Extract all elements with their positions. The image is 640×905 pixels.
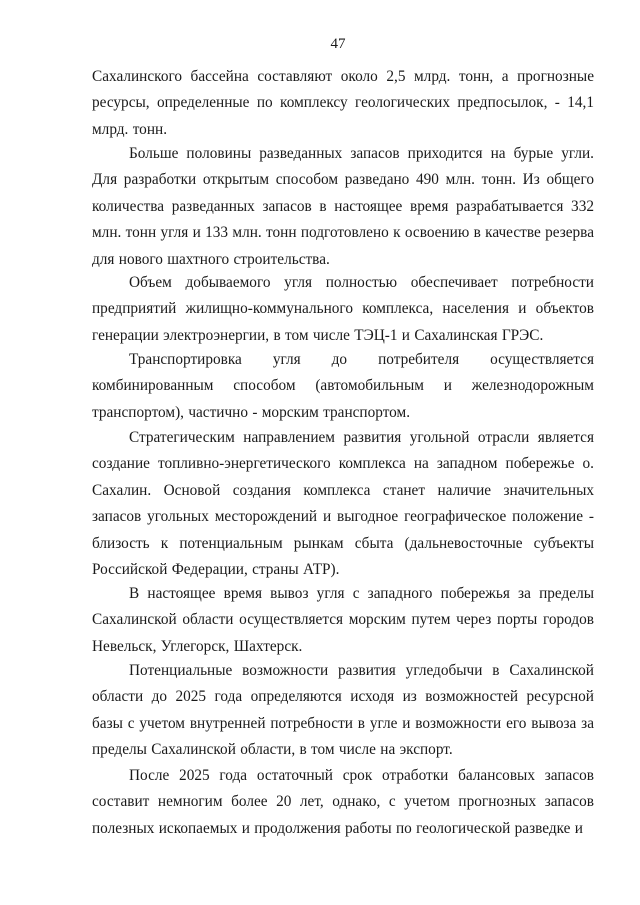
paragraph-8: После 2025 года остаточный срок отработки балансовых запасов составит немногим более 20 лет, однако, с учетом прогнозных запасов полезных ископаемых и продолжения работы по геологической разведке и [92,767,594,837]
paragraph-2: Больше половины разведанных запасов приходится на бурые угли. Для разработки открытым способом разведано 490 млн. тонн. Из общего количества разведанных запасов в настоящее время разрабатывается 332 млн. тонн угля и 133 млн. тонн подготовлено к освоению в качестве резерва для нового шахтного строительства. [92,145,594,268]
paragraph-7: Потенциальные возможности развития угледобычи в Сахалинской области до 2025 года определяются исходя из возможностей ресурсной базы с учетом внутренней потребности в угле и возможности его вывоза за пределы Сахалинской области, в том числе на экспорт. [92,662,594,759]
page-number: 47 [330,36,346,52]
paragraph-1: Сахалинского бассейна составляют около 2,5 млрд. тонн, а прогнозные ресурсы, определенные по комплексу геологических предпосылок, - 14,1 млрд. тонн. [92,68,594,138]
paragraph-6: В настоящее время вывоз угля с западного побережья за пределы Сахалинской области осуществляется морским путем через порты городов Невельск, Углегорск, Шахтерск. [92,585,594,655]
paragraph-5: Стратегическим направлением развития угольной отрасли является создание топливно-энергетического комплекса на западном побережье о. Сахалин. Основой создания комплекса станет наличие значительных запасов угольных месторождений и выгодное географическое положение - близость к потенциальным рынкам сбыта (дальневосточные субъекты Российской Федерации, страны АТР). [92,429,594,579]
paragraph-3: Объем добываемого угля полностью обеспечивает потребности предприятий жилищно-коммунального комплекса, населения и объектов генерации электроэнергии, в том числе ТЭЦ-1 и Сахалинская ГРЭС. [92,274,594,344]
paragraph-4: Транспортировка угля до потребителя осуществляется комбинированным способом (автомобильным и железнодорожным транспортом), частично - морским транспортом. [92,351,594,421]
